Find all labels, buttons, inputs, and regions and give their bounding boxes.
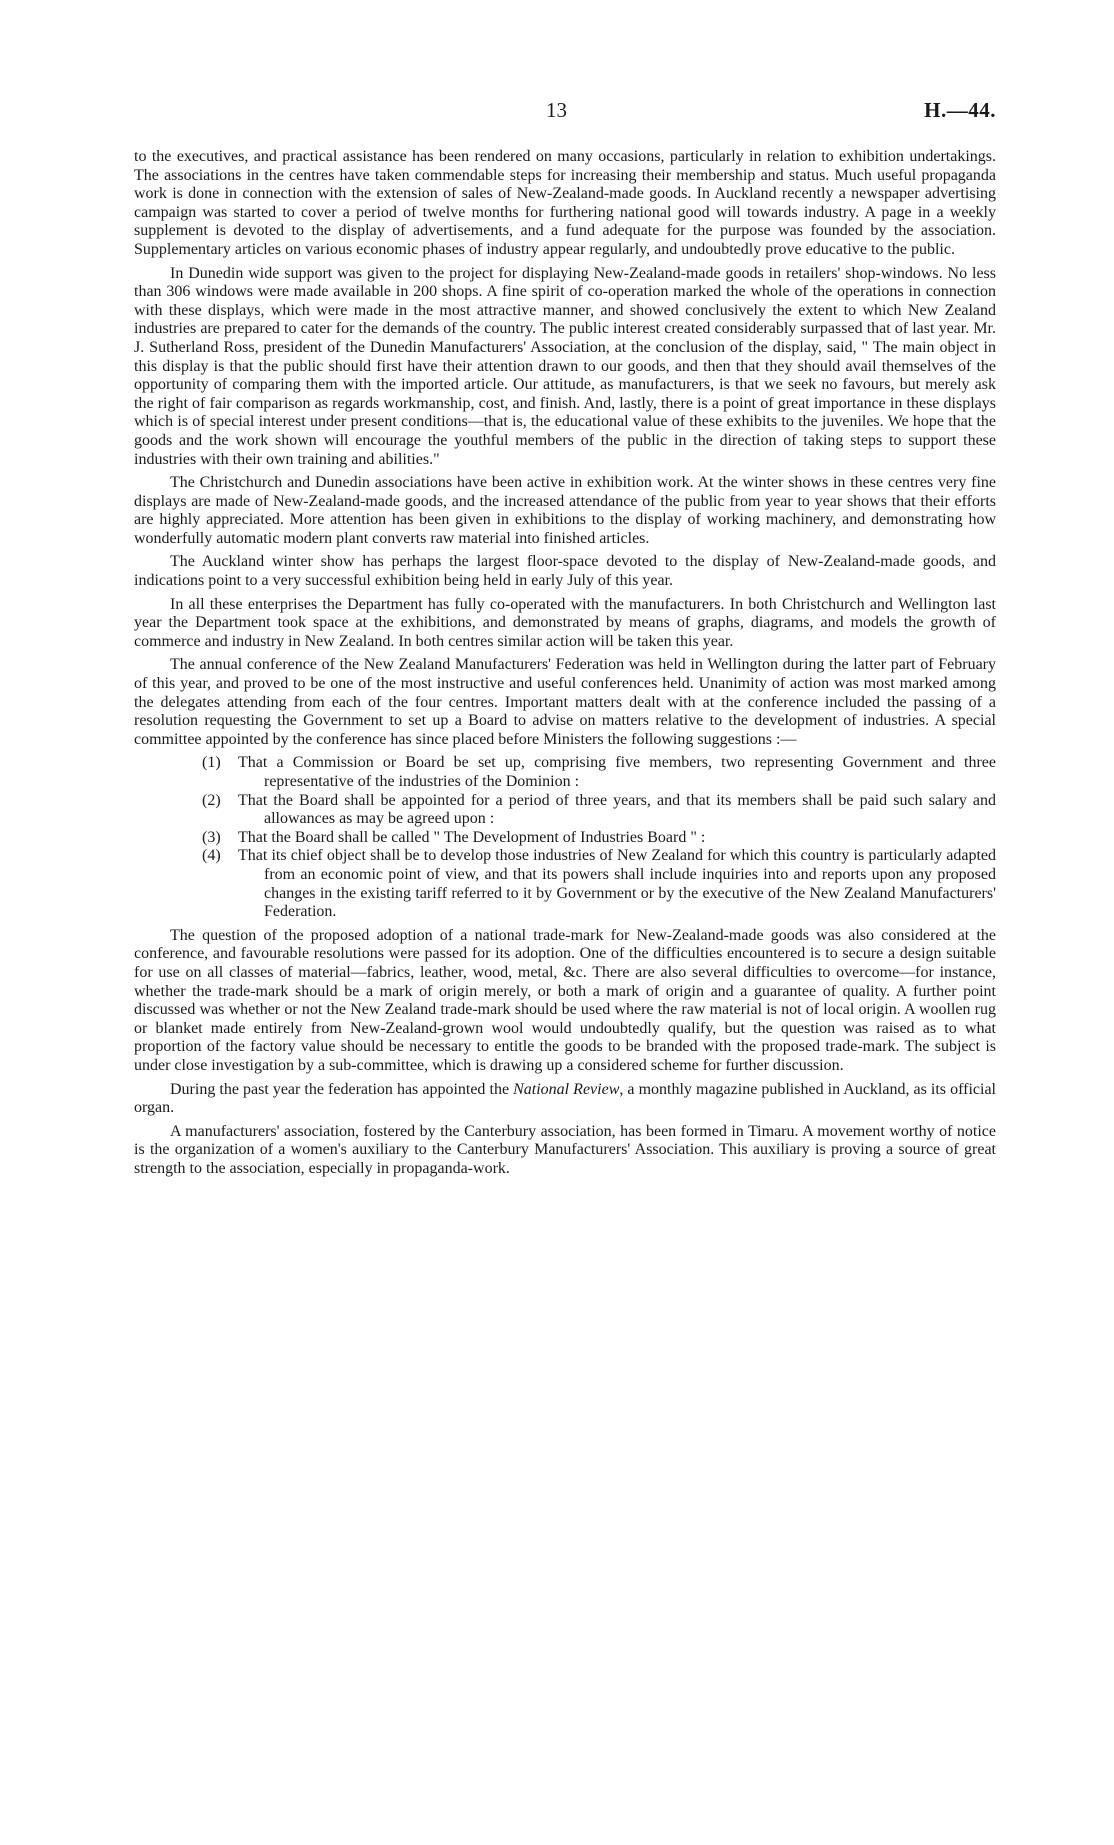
list-item-text: That the Board shall be called " The Development of Industries Board " : — [238, 828, 706, 846]
magazine-title: National Review — [513, 1080, 620, 1098]
list-item — [134, 829, 996, 848]
paragraph-dunedin-windows: In Dunedin wide support was given to the project for displaying New-Zealand-made goods in retailers' shop-windows. No less than 306 windows were made available in 200 shops. A fine spirit of co-operation marked the whole of the operations in connection with these displays, which were made in the most attractive manner, and showed conclusively the extent to which New Zealand industries are prepared to cater for the demands of the country. The public interest created considerably surpassed that of last year. Mr. J. Sutherland Ross, president of the Dunedin Manufacturers' Association, at the conclusion of the display, said, " The main object in this display is that the public should first have their attention drawn to our goods, and then that they should avail themselves of the opportunity of comparing them with the imported article. Our attitude, as manufacturers, is that we seek no favours, but merely ask the right of fair comparison as regards workmanship, cost, and finish. And, lastly, there is a point of great importance in these displays which is of special interest under present conditions—that is, the educational value of these exhibits to the juveniles. We hope that the goods and the work shown will encourage the youthful members of the public in the direction of taking steps to support these industries with their own training and abilities." — [134, 264, 996, 468]
paragraph-auckland-show: The Auckland winter show has perhaps the largest floor-space devoted to the display of New-Zealand-made goods, and indications point to a very successful exhibition being held in early July of this year. — [134, 553, 996, 590]
list-item-text: That its chief object shall be to develop those industries of New Zealand for which this country is particularly adapted from an economic point of view, and that its powers shall include inquiries into and reports upon any proposed changes in the existing tariff referred to it by Government or by the executive of the New Zealand Manufacturers' Federation. — [238, 847, 996, 921]
paragraph-conference: The annual conference of the New Zealand Manufacturers' Federation was held in Wellington during the latter part of February of this year, and proved to be one of the most instructive and useful conferences held. Unanimity of action was most marked among the delegates attending from each of the four centres. Important matters dealt with at the conference included the passing of a resolution requesting the Government to set up a Board to advise on matters relative to the development of industries. A special committee appointed by the conference has since placed before Ministers the following suggestions :— — [134, 656, 996, 748]
page-header — [134, 98, 996, 128]
list-item-text: That a Commission or Board be set up, comprising five members, two representing Government and three representative of the industries of the Dominion : — [238, 754, 996, 790]
paragraph-trade-mark: The question of the proposed adoption of a national trade-mark for New-Zealand-made goods was also considered at the conference, and favourable resolutions were passed for its adoption. One of the difficulties encountered is to secure a design suitable for use on all classes of material—fabrics, leather, wood, metal, &c. There are also several difficulties to overcome—for instance, whether the trade-mark should be a mark of origin merely, or both a mark of origin and a guarantee of quality. A further point discussed was whether or not the New Zealand trade-mark should be used where the raw material is not of local origin. A woollen rug or blanket made entirely from New-Zealand-grown wool would undoubtedly qualify, but the question was raised as to what proportion of the factory value should be necessary to entitle the goods to be branded with the proposed trade-mark. The subject is under close investigation by a sub-committee, which is drawing up a considered scheme for further discussion. — [134, 926, 996, 1074]
list-item-number: (1) — [202, 754, 221, 772]
suggestions-list — [134, 754, 996, 921]
organ-text-before: During the past year the federation has appointed the — [170, 1080, 514, 1098]
list-item-number: (2) — [202, 791, 221, 809]
list-item-text: That the Board shall be appointed for a period of three years, and that its members shall be paid such salary and allowances as may be agreed upon : — [238, 791, 996, 828]
paragraph-official-organ — [134, 1081, 996, 1118]
paragraph-timaru: A manufacturers' association, fostered by the Canterbury association, has been formed in Timaru. A movement worthy of notice is the organization of a women's auxiliary to the Canterbury Manufacturers' Association. This auxiliary is proving a source of great strength to the association, especially in propaganda-work. — [134, 1122, 996, 1177]
paragraph-department: In all these enterprises the Department has fully co-operated with the manufacturers. In both Christchurch and Wellington last year the Department took space at the exhibitions, and demonstrated by means of graphs, diagrams, and models the growth of commerce and industry in New Zealand. In both centres similar action will be taken this year. — [134, 595, 996, 650]
list-item — [134, 754, 996, 791]
list-item-number: (3) — [202, 828, 221, 846]
paragraph-exhibitions: The Christchurch and Dunedin associations have been active in exhibition work. At the winter shows in these centres very fine displays are made of New-Zealand-made goods, and the increased attendance of the public from year to year shows that their efforts are highly appreciated. More attention has been given in exhibitions to the display of working machinery, and demonstrating how wonderfully automatic modern plant converts raw material into finished articles. — [134, 474, 996, 547]
paragraph-associations: to the executives, and practical assistance has been rendered on many occasions, particularly in relation to exhibition undertakings. The associations in the centres have taken commendable steps for increasing their membership and status. Much useful propaganda work is done in connection with the extension of sales of New-Zealand-made goods. In Auckland recently a newspaper advertising campaign was started to cover a period of twelve months for furthering national good will towards industry. A page in a weekly supplement is devoted to the display of advertisements, and a fund adequate for the purpose was founded by the association. Supplementary articles on various economic phases of industry appear regularly, and undoubtedly prove educative to the public. — [134, 148, 996, 258]
list-item — [134, 847, 996, 921]
page-number: 13 — [546, 98, 567, 122]
body-text — [134, 148, 996, 1183]
organ-text-after: , a monthly magazine published in Auckland, as its official organ. — [134, 1080, 997, 1117]
list-item — [134, 792, 996, 829]
list-item-number: (4) — [202, 847, 221, 865]
paper-reference: H.—44. — [924, 98, 996, 122]
